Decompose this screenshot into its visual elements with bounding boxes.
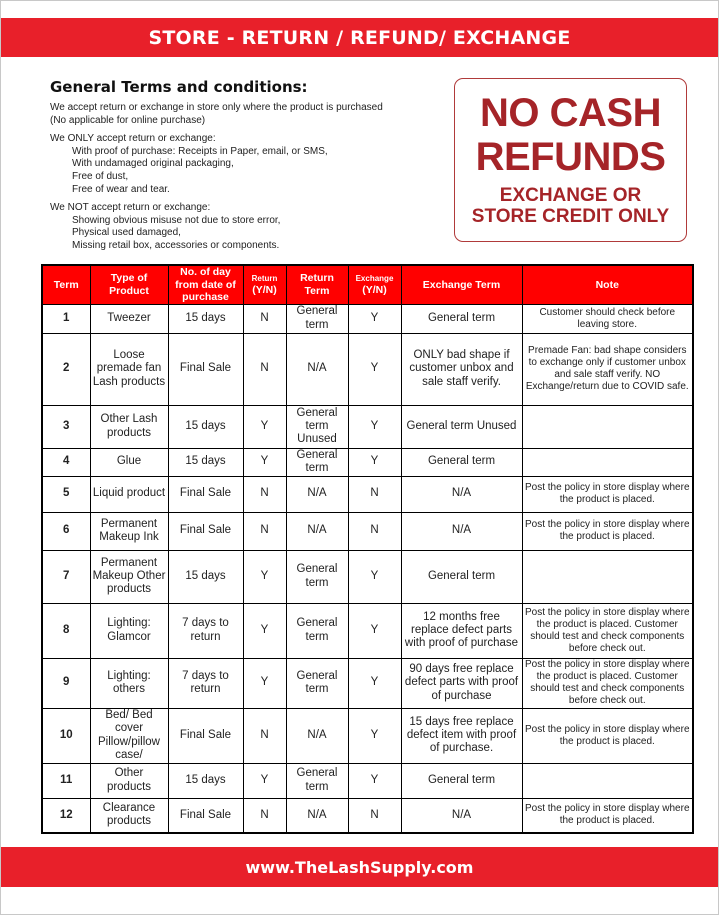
cell-note: Post the policy in store display where the product is placed. bbox=[522, 476, 693, 512]
terms-intro-line: (No applicable for online purchase) bbox=[50, 114, 206, 126]
cell-exchange-term: General term bbox=[401, 550, 522, 603]
cell-note bbox=[522, 550, 693, 603]
col-header-exchange-yn: (Y/N) bbox=[362, 283, 387, 296]
cell-return-term: N/A bbox=[286, 798, 348, 833]
cell-exchange-term: General term bbox=[401, 763, 522, 798]
cell-days: Final Sale bbox=[168, 708, 243, 763]
cell-days: 15 days bbox=[168, 763, 243, 798]
page-title: STORE - RETURN / REFUND/ EXCHANGE bbox=[148, 26, 571, 49]
cell-return-term: General term bbox=[286, 763, 348, 798]
cell-term: 2 bbox=[42, 333, 90, 405]
col-header-exchange bbox=[348, 265, 401, 304]
cell-exchange: Y bbox=[348, 658, 401, 708]
cell-type: Other Lash products bbox=[90, 405, 168, 448]
cell-type: Lighting: Glamcor bbox=[90, 603, 168, 658]
table-row bbox=[42, 603, 693, 658]
col-header-return bbox=[243, 265, 286, 304]
cell-type: Permanent Makeup Other products bbox=[90, 550, 168, 603]
cell-term: 6 bbox=[42, 512, 90, 550]
cell-type: Glue bbox=[90, 448, 168, 476]
only-accept-item: Free of wear and tear. bbox=[72, 183, 170, 195]
cell-exchange-term: ONLY bad shape if customer unbox and sale staff verify. bbox=[401, 333, 522, 405]
cell-return: N bbox=[243, 512, 286, 550]
cell-return: Y bbox=[243, 763, 286, 798]
cell-exchange: Y bbox=[348, 448, 401, 476]
col-header-return-term: Return Term bbox=[286, 265, 348, 304]
cell-days: Final Sale bbox=[168, 476, 243, 512]
not-accept-item: Missing retail box, accessories or components. bbox=[72, 239, 280, 251]
only-accept-item: Free of dust, bbox=[72, 170, 129, 182]
cell-exchange-term: General term bbox=[401, 448, 522, 476]
cell-return: N bbox=[243, 798, 286, 833]
cell-return-term: General term Unused bbox=[286, 405, 348, 448]
table-row bbox=[42, 304, 693, 333]
col-header-note: Note bbox=[522, 265, 693, 304]
table-row bbox=[42, 405, 693, 448]
cell-return: Y bbox=[243, 658, 286, 708]
cell-term: 4 bbox=[42, 448, 90, 476]
not-accept-list bbox=[50, 202, 440, 252]
cell-note bbox=[522, 763, 693, 798]
col-header-return-yn: (Y/N) bbox=[252, 283, 277, 296]
cell-term: 1 bbox=[42, 304, 90, 333]
cell-return-term: General term bbox=[286, 603, 348, 658]
cell-note: Post the policy in store display where the product is placed. bbox=[522, 512, 693, 550]
cell-exchange: Y bbox=[348, 550, 401, 603]
cell-type: Loose premade fan Lash products bbox=[90, 333, 168, 405]
sign-line: REFUNDS bbox=[475, 135, 666, 179]
cell-return-term: N/A bbox=[286, 512, 348, 550]
col-header-return-label: Return bbox=[251, 273, 278, 283]
cell-exchange: Y bbox=[348, 763, 401, 798]
table-row bbox=[42, 512, 693, 550]
general-terms-section bbox=[50, 78, 440, 259]
cell-term: 10 bbox=[42, 708, 90, 763]
cell-term: 3 bbox=[42, 405, 90, 448]
cell-days: Final Sale bbox=[168, 333, 243, 405]
col-header-days: No. of day from date of purchase bbox=[168, 265, 243, 304]
cell-term: 11 bbox=[42, 763, 90, 798]
cell-days: 15 days bbox=[168, 405, 243, 448]
no-cash-refunds-sign bbox=[454, 78, 687, 242]
cell-exchange-term: N/A bbox=[401, 512, 522, 550]
cell-exchange-term: General term bbox=[401, 304, 522, 333]
cell-type: Liquid product bbox=[90, 476, 168, 512]
cell-type: Bed/ Bed cover Pillow/pillow case/ bbox=[90, 708, 168, 763]
cell-note: Post the policy in store display where the product is placed. bbox=[522, 798, 693, 833]
title-banner bbox=[1, 18, 718, 57]
cell-return: Y bbox=[243, 550, 286, 603]
cell-note bbox=[522, 405, 693, 448]
terms-intro-line: We accept return or exchange in store only where the product is purchased bbox=[50, 102, 383, 113]
table-row bbox=[42, 550, 693, 603]
cell-exchange-term: 15 days free replace defect item with proof of purchase. bbox=[401, 708, 522, 763]
cell-return: Y bbox=[243, 448, 286, 476]
table-row bbox=[42, 798, 693, 833]
sign-line: STORE CREDIT ONLY bbox=[471, 206, 670, 227]
table-row bbox=[42, 658, 693, 708]
cell-note: Premade Fan: bad shape considers to exchange only if customer unbox and sale staff verify. NO Exchange/return due to COVID safe. bbox=[522, 333, 693, 405]
cell-return: Y bbox=[243, 603, 286, 658]
cell-note bbox=[522, 448, 693, 476]
cell-days: 15 days bbox=[168, 550, 243, 603]
cell-type: Permanent Makeup Ink bbox=[90, 512, 168, 550]
cell-return: N bbox=[243, 476, 286, 512]
cell-term: 5 bbox=[42, 476, 90, 512]
col-header-exchange-term: Exchange Term bbox=[401, 265, 522, 304]
cell-return: N bbox=[243, 304, 286, 333]
cell-return-term: General term bbox=[286, 304, 348, 333]
not-accept-item: Physical used damaged, bbox=[72, 227, 181, 239]
col-header-type: Type of Product bbox=[90, 265, 168, 304]
cell-days: Final Sale bbox=[168, 798, 243, 833]
cell-exchange: Y bbox=[348, 304, 401, 333]
cell-note: Customer should check before leaving store. bbox=[522, 304, 693, 333]
cell-return-term: General term bbox=[286, 658, 348, 708]
cell-days: 7 days to return bbox=[168, 603, 243, 658]
only-accept-item: With undamaged original packaging, bbox=[72, 158, 234, 170]
cell-exchange-term: General term Unused bbox=[401, 405, 522, 448]
table-header-row bbox=[42, 265, 693, 304]
table-row bbox=[42, 333, 693, 405]
cell-exchange-term: N/A bbox=[401, 476, 522, 512]
cell-type: Tweezer bbox=[90, 304, 168, 333]
table-row bbox=[42, 708, 693, 763]
cell-return-term: General term bbox=[286, 448, 348, 476]
cell-exchange: Y bbox=[348, 405, 401, 448]
cell-days: 15 days bbox=[168, 448, 243, 476]
cell-note: Post the policy in store display where the product is placed. bbox=[522, 708, 693, 763]
cell-exchange: N bbox=[348, 512, 401, 550]
cell-term: 12 bbox=[42, 798, 90, 833]
cell-term: 9 bbox=[42, 658, 90, 708]
cell-exchange: N bbox=[348, 476, 401, 512]
cell-return-term: N/A bbox=[286, 333, 348, 405]
not-accept-item: Showing obvious misuse not due to store error, bbox=[72, 214, 281, 226]
cell-days: Final Sale bbox=[168, 512, 243, 550]
cell-return-term: General term bbox=[286, 550, 348, 603]
cell-days: 15 days bbox=[168, 304, 243, 333]
cell-exchange: Y bbox=[348, 603, 401, 658]
table-row bbox=[42, 763, 693, 798]
sign-line: EXCHANGE OR bbox=[499, 185, 642, 206]
terms-heading: General Terms and conditions: bbox=[50, 78, 308, 96]
terms-intro bbox=[50, 102, 440, 127]
sign-line: NO CASH bbox=[480, 91, 661, 135]
cell-note: Post the policy in store display where the product is placed. Customer should test and check components before check out. bbox=[522, 603, 693, 658]
cell-type: Clearance products bbox=[90, 798, 168, 833]
cell-return-term: N/A bbox=[286, 708, 348, 763]
cell-type: Other products bbox=[90, 763, 168, 798]
return-policy-table bbox=[41, 264, 694, 834]
website-link[interactable]: www.TheLashSupply.com bbox=[245, 857, 474, 877]
footer-banner bbox=[1, 847, 718, 887]
cell-exchange: Y bbox=[348, 333, 401, 405]
only-accept-lead: We ONLY accept return or exchange: bbox=[50, 133, 216, 145]
cell-exchange: Y bbox=[348, 708, 401, 763]
cell-exchange-term: N/A bbox=[401, 798, 522, 833]
cell-exchange-term: 12 months free replace defect parts with proof of purchase bbox=[401, 603, 522, 658]
cell-exchange: N bbox=[348, 798, 401, 833]
cell-note: Post the policy in store display where the product is placed. Customer should test and check components before check out. bbox=[522, 658, 693, 708]
cell-return-term: N/A bbox=[286, 476, 348, 512]
cell-return: N bbox=[243, 333, 286, 405]
cell-return: Y bbox=[243, 405, 286, 448]
cell-return: N bbox=[243, 708, 286, 763]
cell-days: 7 days to return bbox=[168, 658, 243, 708]
col-header-term: Term bbox=[42, 265, 90, 304]
cell-term: 8 bbox=[42, 603, 90, 658]
table-row bbox=[42, 448, 693, 476]
cell-term: 7 bbox=[42, 550, 90, 603]
col-header-exchange-label: Exchange bbox=[355, 273, 394, 283]
only-accept-item: With proof of purchase: Receipts in Paper, email, or SMS, bbox=[72, 145, 328, 157]
cell-type: Lighting: others bbox=[90, 658, 168, 708]
not-accept-lead: We NOT accept return or exchange: bbox=[50, 202, 211, 214]
only-accept-list bbox=[50, 133, 440, 196]
cell-exchange-term: 90 days free replace defect parts with proof of purchase bbox=[401, 658, 522, 708]
table-row bbox=[42, 476, 693, 512]
